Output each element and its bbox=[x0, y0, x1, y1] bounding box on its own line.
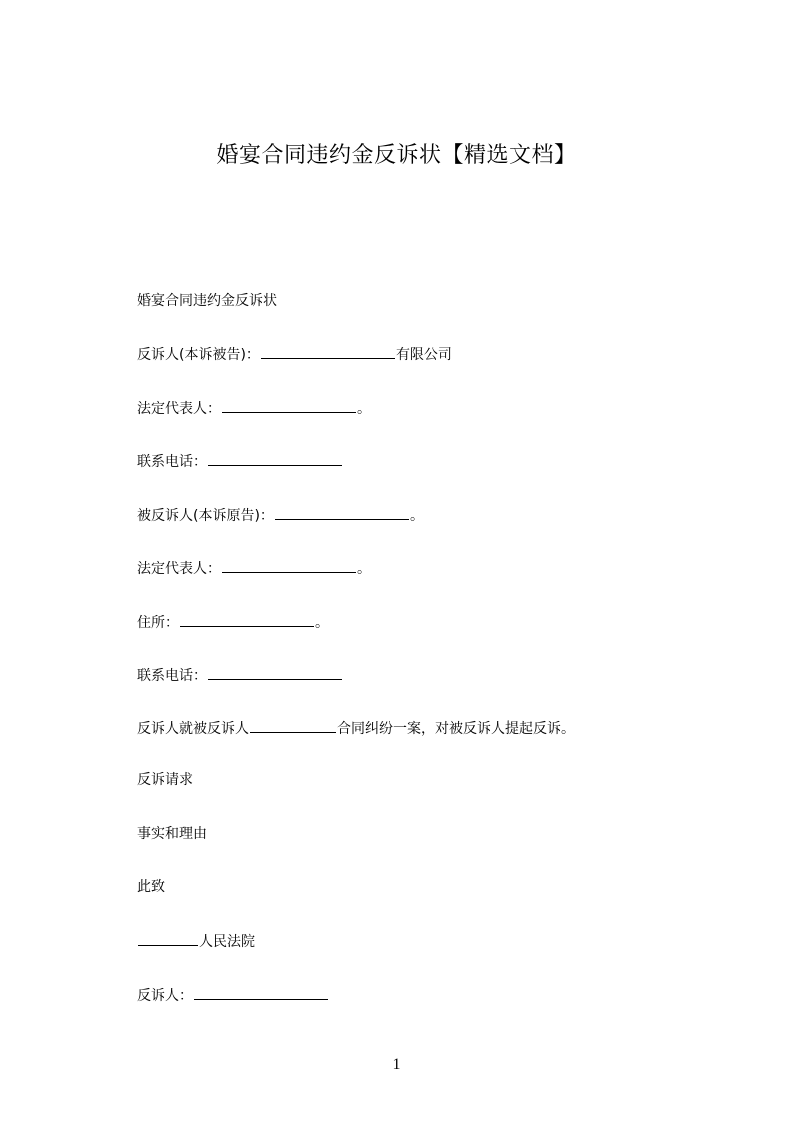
phone-2-blank bbox=[208, 665, 342, 680]
phone-line-1 bbox=[137, 451, 343, 472]
signature-label: 反诉人： bbox=[137, 988, 193, 1004]
salutation-text: 此致 bbox=[137, 879, 165, 895]
claims-heading bbox=[137, 770, 193, 790]
legal-rep-2-label: 法定代表人： bbox=[137, 561, 221, 577]
counter-defendant-suffix: 。 bbox=[409, 508, 424, 524]
facts-heading-text: 事实和理由 bbox=[137, 826, 207, 842]
counter-defendant-label: 被反诉人(本诉原告)： bbox=[137, 508, 274, 524]
counter-defendant-blank bbox=[275, 505, 409, 520]
court-suffix: 人民法院 bbox=[199, 934, 255, 950]
address-blank bbox=[180, 612, 314, 627]
statement-prefix: 反诉人就被反诉人 bbox=[137, 721, 249, 737]
phone-1-blank bbox=[208, 451, 342, 466]
address-suffix: 。 bbox=[315, 615, 329, 631]
court-line bbox=[137, 931, 255, 952]
salutation-line bbox=[137, 877, 165, 897]
phone-2-label: 联系电话： bbox=[137, 668, 207, 684]
legal-rep-1-label: 法定代表人： bbox=[137, 401, 221, 417]
counter-plaintiff-blank bbox=[261, 344, 395, 359]
legal-rep-2-blank bbox=[222, 558, 356, 573]
claims-heading-text: 反诉请求 bbox=[137, 772, 193, 788]
legal-representative-line-1 bbox=[137, 398, 371, 419]
counter-plaintiff-line bbox=[137, 344, 452, 365]
statement-line bbox=[137, 718, 575, 739]
facts-heading bbox=[137, 824, 207, 844]
address-label: 住所： bbox=[137, 615, 179, 631]
counter-defendant-line bbox=[137, 505, 424, 526]
statement-blank bbox=[250, 718, 336, 733]
statement-suffix: 合同纠纷一案，对被反诉人提起反诉。 bbox=[337, 721, 575, 737]
heading-text: 婚宴合同违约金反诉状 bbox=[137, 293, 277, 309]
court-blank bbox=[138, 931, 198, 946]
phone-1-label: 联系电话： bbox=[137, 454, 207, 470]
legal-rep-2-suffix: 。 bbox=[357, 561, 371, 577]
counter-plaintiff-label: 反诉人(本诉被告)： bbox=[137, 347, 260, 363]
page-number: 1 bbox=[392, 1056, 401, 1073]
signature-blank bbox=[194, 985, 328, 1000]
counter-plaintiff-suffix: 有限公司 bbox=[395, 347, 452, 363]
phone-line-2 bbox=[137, 665, 343, 686]
legal-rep-1-suffix: 。 bbox=[357, 401, 371, 417]
document-title: 婚宴合同违约金反诉状【精选文档】 bbox=[216, 143, 577, 168]
address-line bbox=[137, 612, 329, 633]
section-heading bbox=[137, 291, 277, 311]
signature-line bbox=[137, 985, 329, 1006]
legal-representative-line-2 bbox=[137, 558, 371, 579]
legal-rep-1-blank bbox=[222, 398, 356, 413]
